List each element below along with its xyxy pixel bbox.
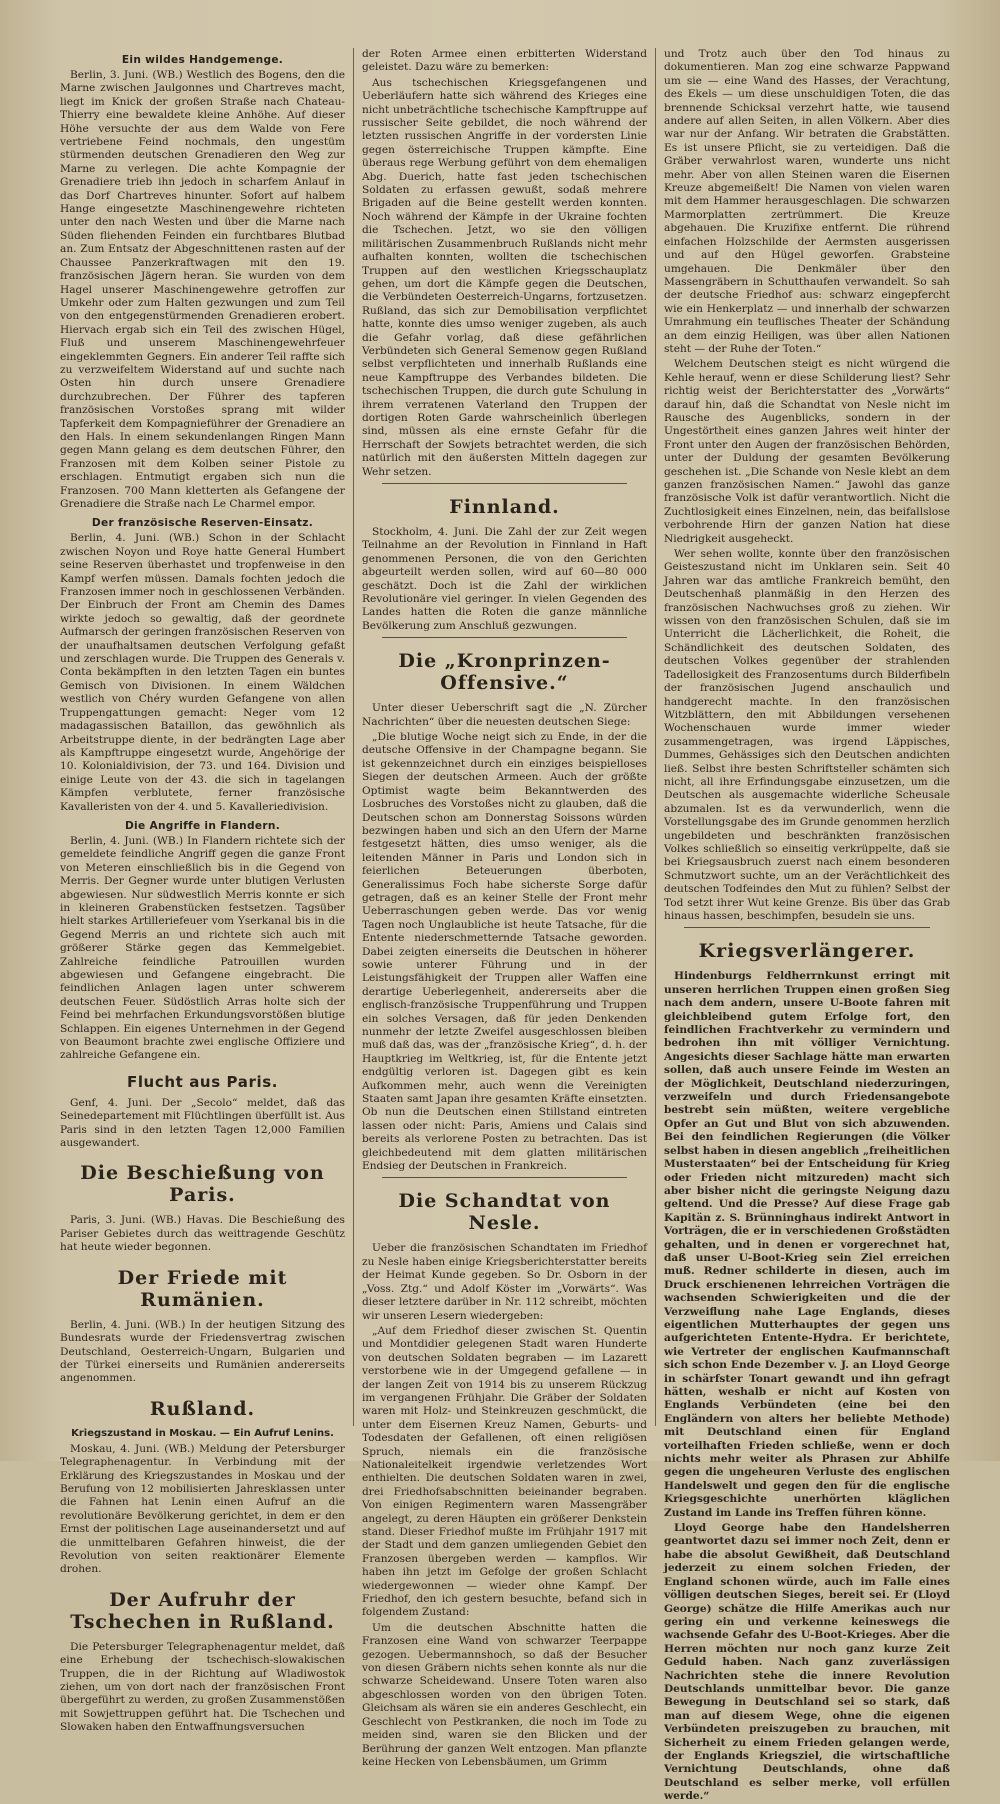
article-russland: Moskau, 4. Juni. (WB.) Meldung der Petersburger Telegraphenagentur. In Verbindung mit der Erklärung des Kriegszustandes in Moskau und der Berufung von 12 mobilisierten Jahresklassen unter die Fahnen hat Lenin einen Aufruf an die revolutionäre Bevölkerung gerichtet, in dem er den Ernst der politischen Lage auseinandersetzt und auf die unmittelbaren Gefahren hinweist, die der Revolution von seiten reaktionärer Elemente drohen. — [60, 1442, 345, 1576]
article-nesle-wand: Um die deutschen Abschnitte hatten die Franzosen eine Wand von schwarzer Teerpappe gezogen. Uebermannshoch, so daß der Besucher von diesen Gräbern nichts sehen konnte als nur die schwarze Scheidewand. Unsere Toten waren also abgeschlossen worden von den übrigen Toten. Gleichsam als wären sie ein anderes Geschlecht, ein Geschlecht von Pestkranken, die noch im Tode zu meiden sind, waren sie den Blicken und der Berührung der ganzen Welt entzogen. Man pflanzte keine Hecken von Lebensbäumen, um Grimm — [362, 1621, 647, 1768]
article-angriffe-flandern: Berlin, 4. Juni. (WB.) In Flandern richtete sich der gemeldete feindliche Angriff gegen die ganze Front von Meteren einschließlich bis in die Gegend von Merris. Der Gegner wurde unter blutigen Verlusten abgewiesen. Nur südwestlich Merris konnte er sich in kleineren Grabenstücken festsetzen. Tagsüber hielt starkes Artilleriefeuer vom Yserkanal bis in die Gegend Merris an und richtete sich auch mit größerer Stärke gegen das Kemmelgebiet. Zahlreiche feindliche Patrouillen wurden abgewiesen und Gefangene eingebracht. Die feindlichen Anlagen lagen unter schwerem deutschen Feuer. Südöstlich Arras holte sich der Feind bei mehrfachen Erkundungsvorstößen blutige Schlappen. Ein eigenes Unternehmen in der Gegend von Beaumont brachte zwei englische Offiziere und zahlreiche Gefangene ein. — [60, 834, 345, 1062]
article-nesle-commentary: Welchem Deutschen steigt es nicht würgend die Kehle herauf, wenn er diese Schilderung liest? Sehr richtig weist der Berichterstatter des „Vorwärts“ darauf hin, daß die Schandtat von Nesle nicht im Rausche des Augenblicks, sondern in der Ungestörtheit eines ganzen Jahres weit hinter der Front unter den Augen der französischen Behörden, unter der Duldung der gesamten Bevölkerung geschehen ist. „Die Schande von Nesle klebt an dem ganzen französischen Namen.“ Jawohl das ganze französische Volk ist dafür verantwortlich. Nicht die Zuchtlosigkeit eines Einzelnen, nein, das beifallslose verbohrende Hirn der ganzen Nation hat diese Niedrigkeit ausgeheckt. — [664, 358, 950, 545]
column-2 — [354, 48, 656, 1768]
headline-finnland: Finnland. — [449, 496, 560, 518]
headline-russland: Rußland. — [149, 1397, 256, 1420]
column-3 — [656, 48, 958, 1803]
article-kronprinzen-body: „Die blutige Woche neigt sich zu Ende, in der die deutsche Offensive in der Champagne begann. Sie ist gekennzeichnet durch ein einziges beispielloses Siegen der deutschen Armeen. Auch der größte Optimist wagte beim Bekanntwerden des Losbruches des Vorstoßes nicht zu glauben, daß die Deutschen schon am Donnerstag Soissons würden bezwingen haben und sich an den Ufern der Marne festgesetzt hätten, dies umso weniger, als die leitenden Männer in Paris und London sich in feierlichen Beteuerungen überboten, Generalissimus Foch habe sicherste Sorge dafür getragen, daß es an keiner Stelle der Front mehr Ueberraschungen geben werde. Das vor wenig Tagen noch Unglaubliche ist heute Tatsache, für die Entente niederschmetternde Tatsache geworden. Dabei zeigten einerseits die Deutschen in höherer sowie unterer Führung und in der Leistungsfähigkeit der Truppen aller Waffen eine derartige Ueberlegenheit, andererseits aber die englisch-französische Truppenführung und Truppen ein solches Versagen, daß für jeden Denkenden nunmehr der letzte Zweifel ausgeschlossen bleiben muß daß das, was der „französische Krieg“, d. h. der Hauptkrieg im Weltkrieg, ist, für die Entente jetzt endgültig verloren ist. Dagegen gibt es kein Aufkommen mehr, auch wenn die Vereinigten Staaten samt Japan ihre gesamten Kräfte einsetzten. Ob nun die Deutschen einen Stillstand eintreten lassen oder nicht: Paris, Amiens und Calais sind bereits als verlorene Posten zu betrachten. Das ist gleichbedeutend mit dem glatten militärischen Endsieg der Deutschen in Frankreich. — [362, 731, 647, 1173]
headline-kronprinzen-offensive: Die „Kronprinzen-Offensive.“ — [398, 650, 611, 695]
headline-flucht-paris: Flucht aus Paris. — [126, 1072, 279, 1091]
article-lloyd-george: Lloyd George habe den Handelsherren geantwortet dazu sei immer noch Zeit, denn er habe die absolut Gewißheit, daß Deutschland jederzeit zu einem solchen Frieden, der England schonen würde, auch im Falle eines völligen deutschen Sieges, bereit sei. Er (Lloyd George) schätze die Hilfe Amerikas auch nur gering ein und verkenne keineswegs die wachsende Gefahr des U-Boot-Krieges. Aber die Herren möchten nur noch ganz kurze Zeit Geduld haben. Nach ganz zuverlässigen Nachrichten stehe die innere Revolution Deutschlands unmittelbar bevor. Die ganze Bewegung in Deutschland sei so stark, daß man auf diesem Wege, ohne die eigenen Verbündeten preiszugeben zu brauchen, mit Sicherheit zu einem Frieden gelangen werde, der Englands Kriegsziel, die wirtschaftliche Vernichtung Deutschlands, ohne daß Deutschland es selber merke, voll erfüllen werde.“ — [664, 1522, 950, 1803]
article-nesle-intro: Ueber die französischen Schandtaten im Friedhof zu Nesle haben einige Kriegsberichterstatter bereits der Heimat Kunde gegeben. So Dr. Osborn in der „Voss. Ztg.“ und Adolf Köster im „Vorwärts“. Was dieser letztere darüber in Nr. 112 schreibt, möchten wir unseren Lesern wiedergeben: — [362, 1242, 647, 1322]
headline-aufruhr-tschechen: Der Aufruhr der Tschechen in Rußland. — [70, 1588, 335, 1633]
article-kriegsverlaengerer: Hindenburgs Feldherrnkunst erringt mit unseren herrlichen Truppen einen großen Sieg nach dem andern, unsere U-Boote fahren mit gleichbleibend gutem Erfolge fort, den feindlichen Frachtverkehr zu vermindern und bedrohen ihn mit völliger Vernichtung. Angesichts dieser Sachlage hätte man erwarten sollen, daß auch unsere Feinde im Westen an der Möglichkeit, Deutschland niederzuringen, verzweifeln und durch Friedensangebote bestrebt sein müßten, weitere vergebliche Opfer an Gut und Blut von sich abzuwenden. Bei den feindlichen Regierungen (die Völker selbst haben in diesen angeblich „freiheitlichen Musterstaaten“ bei der Entscheidung für Krieg oder Frieden nicht mitzureden) macht sich aber bisher nicht die geringste Neigung dazu geltend. Und die Presse? Auf diese Frage gab Kapitän z. S. Brünninghaus indirekt Antwort in Vorträgen, die er in verschiedenen Großstädten gehalten, und in denen er vorgerechnet hat, daß unser U-Boot-Krieg sein Ziel erreichen muß. Redner schilderte in diesen, auch im Druck erschienenen lehrreichen Vorträgen die wachsenden Schwierigkeiten und die der Verzweiflung nahe Lage Englands, dieses eigentlichen Mutterhauptes der gegen uns aufgerichteten Entente-Hydra. Er berichtete, wie Vertreter der englischen Kaufmannschaft sich schon Ende Dezember v. J. an Lloyd George in schärfster Tonart gewandt und ihn gefragt hätten, weshalb er nicht auf Kosten von Englands Verbündeten (eine bei den Engländern von alters her beliebte Methode) mit Deutschland einen für England vorteilhaften Frieden schließe, wenn er doch nichts mehr weiter als Phrasen zur Abhilfe gegen die ungeheuren Verluste des englischen Handelswelt und gegen den für die englische Kriegsgeschichte unerhörten kläglichen Zustand im Lande ins Treffen führen könne. — [664, 970, 950, 1519]
article-kronprinzen-intro: Unter dieser Ueberschrift sagt die „N. Zürcher Nachrichten“ über die neuesten deutschen Siege: — [362, 702, 647, 728]
article-aufruhr-continuation: der Roten Armee einen erbitterten Widerstand geleistet. Dazu wäre zu bemerken: — [362, 48, 647, 74]
headline-friede-rumaenien: Der Friede mit Rumänien. — [117, 1266, 288, 1311]
columns — [52, 48, 980, 1803]
divider — [382, 1177, 627, 1178]
headline-beschiessung-paris: Die Beschießung von Paris. — [80, 1162, 325, 1207]
article-finnland: Stockholm, 4. Juni. Die Zahl der zur Zeit wegen Teilnahme an der Revolution in Finnland in Haft genommenen Personen, die von den Gerichten abgeurteilt werden sollen, wird auf 60—80 000 geschätzt. Doch ist die Zahl der wirklichen Revolutionäre viel geringer. In vielen Gegenden des Landes hatten die Roten die ganze männliche Bevölkerung zum Anschluß gezwungen. — [362, 526, 647, 632]
column-1 — [52, 48, 354, 1734]
article-flucht-paris: Genf, 4. Juni. Der „Secolo“ meldet, daß das Seinedepartement mit Flüchtlingen überfüllt ist. Aus Paris sind in den letzten Tagen 12,000 Familien ausgewandert. — [60, 1096, 345, 1150]
divider — [684, 927, 930, 928]
divider — [382, 637, 627, 638]
article-aufruhr-tschechen: Die Petersburger Telegraphenagentur meldet, daß eine Erhebung der tschechisch-slowakischen Truppen, die in der Richtung auf Wladiwostok ziehen, um von dort nach der französischen Front übergeführt zu werden, zu großen Zusammenstößen mit Sowjettruppen geführt hat. Die Tschechen und Slowaken haben den Entwaffnungsversuchen — [60, 1640, 345, 1734]
article-friede-rumaenien: Berlin, 4. Juni. (WB.) In der heutigen Sitzung des Bundesrats wurde der Friedensvertrag zwischen Deutschland, Oesterreich-Ungarn, Bulgarien und der Türkei einerseits und Rumänien andererseits angenommen. — [60, 1318, 345, 1385]
article-nesle-quote: „Auf dem Friedhof dieser zwischen St. Quentin und Montdidier gelegenen Stadt waren Hunderte von deutschen Soldaten begraben — im Lazarett verstorbene wie in der Umgegend gefallene — in der langen Zeit von 1914 bis zu unserem Rückzug im vergangenen Frühjahr. Die Gräber der Soldaten waren mit Holz- und Steinkreuzen geschmückt, die unter dem Eisernen Kreuz Namen, Geburts- und Todesdaten der Gefallenen, oft einen religiösen Spruch, niemals ein die französische Nationaleitelkeit irgendwie verletzendes Wort enthielten. Die deutschen Soldaten waren in zwei, drei Friedhofsabschnitten beieinander begraben. Von einigen Regimentern waren Massengräber angelegt, zu deren Häupten ein größerer Denkstein stand. Dieser Friedhof mußte im Frühjahr 1917 mit der Stadt und dem ganzen umliegenden Gebiet den Franzosen übergeben werden — kampflos. Wir haben ihn jetzt im Gefolge der großen Schlacht wiedergewonnen — wieder ohne Kampf. Der Friedhof, den ich gestern besuchte, befand sich in folgendem Zustand: — [362, 1324, 647, 1619]
article-nesle-continuation: und Trotz auch über den Tod hinaus zu dokumentieren. Man zog eine schwarze Pappwand um sie — eine Wand des Hasses, der Verachtung, des Ekels — um diese unschuldigen Toten, die das brennende Schicksal verzehrt hatte, wie tausend andere auf allen Seiten, in allen Völkern. Aber dies war nur der Anfang. Wir betraten die Grabstätten. Es ist unsere Pflicht, sie zu verteidigen. Daß die Gräber verwahrlost waren, wunderte uns nicht mehr. Aber von allen Steinen waren die Eisernen Kreuze abgemeißelt! Die Namen von vielen waren mit dem Hammer herausgeschlagen. Die schwarzen Marmorplatten zertrümmert. Die Kreuze abgehauen. Die Kruzifixe entfernt. Die rührend einfachen Holzschilde der Aermsten ausgerissen und auf den Hügel geworfen. Grabsteine umgehauen. Die Denkmäler über den Massengräbern in Schutthaufen verwandelt. So sah der deutsche Friedhof aus: schwarz eingepfercht wie ein Henkerplatz — und innerhalb der schwarzen Umrahmung ein teuflisches Theater der Schändung an dem einzig Heiligen, was über allen Nationen steht — der Ruhe der Toten.“ — [664, 48, 950, 355]
headline-handgemenge: Ein wildes Handgemenge. — [121, 54, 284, 66]
headline-reserven-einsatz: Der französische Reserven-Einsatz. — [91, 517, 314, 530]
article-tschechen-kampftruppe: Aus tschechischen Kriegsgefangenen und Ueberläufern hatte sich während des Krieges eine nicht unbeträchtliche tschechische Kampftruppe auf russischer Seite gebildet, die noch während der letzten russischen Angriffe in der vordersten Linie gegen österreichische Truppen kämpfte. Eine überaus rege Werbung geführt von dem ehemaligen Abg. Duerich, hatte fast jeden tschechischen Soldaten zu erfassen gewußt, sodaß mehrere Brigaden auf die Beine gestellt werden konnten. Noch während der Kämpfe in der Ukraine fochten die Tschechen. Jetzt, wo sie den völligen militärischen Zusammenbruch Rußlands nicht mehr aufhalten konnten, wollten die tschechischen Truppen auf den westlichen Kriegsschauplatz gehen, um dort die Kämpfe gegen die Deutschen, die Verbündeten Oesterreich-Ungarns, fortzusetzen. Rußland, das sich zur Demobilisation verpflichtet hatte, konnte dies umso weniger zugeben, als auch die Gefahr vorlag, daß diese gefährlichen Verbündeten sich General Semenow gegen Rußland selbst verpflichteten und innerhalb Rußlands eine neue Kampftruppe des Verbandes bildeten. Die tschechischen Truppen, die durch gute Schulung in ihrem verratenen Vaterland den Truppen der dortigen Roten Garde wahrscheinlich überlegen sind, müssen als eine ernste Gefahr für die Herrschaft der Sowjets betrachtet werden, die sich natürlich mit den äußersten Mitteln dagegen zur Wehr setzen. — [362, 76, 647, 478]
article-nesle-geisteszustand: Wer sehen wollte, konnte über den französischen Geisteszustand nicht im Unklaren sein. Seit 40 Jahren war das amtliche Frankreich bemüht, den Deutschenhaß planmäßig in den Herzen des französischen Nachwuchses groß zu ziehen. Wir wissen von den französischen Schulen, daß sie im Unterricht die Lächerlichkeit, die Roheit, die Schändlichkeit des deutschen Soldaten, des deutschen Volkes gegenüber der strahlenden Tadellosigkeit des Franzosentums durch Bilderfibeln der französischen Jugend anschaulich und handgerecht machte. In den französischen Witzblättern, den mit Abbildungen versehenen Wochenschauen wurde immer wieder zusammengetragen, was irgend Läppisches, Dummes, Gehässiges sich den Deutschen andichten ließ. Selbst ihre besten Schriftsteller schämten sich nicht, all ihre Erfindungsgabe einzusetzen, um die Deutschen als ausgemachte widerliche Scheusale abzumalen. Ist es da verwunderlich, wenn die Vorstellungsgabe des im Grunde genommen herzlich ungebildeten und beschränkten französischen Volkes schließlich so einseitig verkrüppelte, daß sie bei Kriegsausbruch zuerst nach einem besonderen Schmutzwort suchte, um an der Verächtlichkeit des deutschen Todfeindes den Mut zu fühlen? Selbst der Tod setzt ihrer Wut keine Grenze. Bis über das Grab hinaus hassen, beschimpfen, besudeln sie uns. — [664, 548, 950, 922]
subheadline-kriegszustand-moskau: Kriegszustand in Moskau. — Ein Aufruf Lenins. — [71, 1427, 334, 1439]
headline-angriffe-flandern: Die Angriffe in Flandern. — [124, 819, 281, 832]
article-reserven-einsatz: Berlin, 4. Juni. (WB.) Schon in der Schlacht zwischen Noyon und Roye hatte General Humbert seine Reserven überhastet und tropfenweise in den Kampf werfen müssen. Damals fochten jedoch die Franzosen immer noch in geschlossenen Verbänden. Der Einbruch der Front am Chemin des Dames wirkte jedoch so gewaltig, daß der geordnete Aufmarsch der geringen französischen Reserven von der unaufhaltsamen deutschen Verfolgung gefaßt und zerschlagen wurde. Die Truppen des Generals v. Conta bekämpften in den letzten Tagen ein buntes Gemisch von Divisionen. In einem Wäldchen westlich von Chéry wurden Gefangene von allen Truppengattungen gemacht: Neger vom 12 madagassischen Bataillon, das gewöhnlich als Arbeitstruppe diente, in der bedrängten Lage aber als Kampftruppe eingesetzt wurde, Angehörige der 10. Kolonialdivision, der 73. und 164. Division und einige Leute von der 43. die sich in tagelangen Kämpfen verblutete, ferner französische Kavalleristen von der 4. und 5. Kavalleriedivision. — [60, 532, 345, 813]
article-handgemenge: Berlin, 3. Juni. (WB.) Westlich des Bogens, den die Marne zwischen Jaulgonnes und Chartreves macht, liegt im Knick der großen Straße nach Chateau-Thierry eine bewaldete kleine Anhöhe. Auf dieser Höhe versuchte der aus dem Walde von Fere vertriebene Feind nochmals, den ungestüm stürmenden deutschen Grenadieren den Weg zur Marne zu verlegen. Die achte Kompagnie der Grenadiere trieb ihn jedoch in scharfem Anlauf in das Dorf Chartreves hinunter. Sofort auf halbem Hange eingesetzte Maschinengewehre richteten unter den nach Westen und über die Marne nach Süden fliehenden Feinden ein furchtbares Blutbad an. Zum Entsatz der Abgeschnittenen rasten auf der Chaussee Panzerkraftwagen mit den 19. französischen Jägern heran. Sie wurden von dem Hagel unserer Maschinengewehre getroffen zur Umkehr oder zum Halten gezwungen und zum Teil von den entgegenstürmenden Grenadieren erobert. Hiervach ergab sich ein Teil des zwischen Hügel, Fluß und unserem Maschinengewehrfeuer eingeklemmten Gegners. Ein anderer Teil raffte sich zu verzweifeltem Widerstand auf und suchte nach Osten hin durch unsere Grenadiere durchzubrechen. Der Führer des tapferen französischen Vorstoßes sprang mit wilder Tapferkeit dem Kompagnieführer der Grenadiere an den Hals. In einem sekundenlangen Ringen Mann gegen Mann gelang es dem deutschen Führer, den Franzosen mit dem Kolben seiner Pistole zu erschlagen. Entmutigt ergaben sich nun die Franzosen. 700 Mann kletterten als Gefangene der Grenadiere die Straße nach Le Charmel empor. — [60, 69, 345, 510]
article-beschiessung-paris: Paris, 3. Juni. (WB.) Havas. Die Beschießung des Pariser Gebietes durch das weittragende Geschütz hat heute wieder begonnen. — [60, 1214, 345, 1254]
headline-schandtat-nesle: Die Schandtat von Nesle. — [398, 1190, 611, 1235]
headline-kriegsverlaengerer: Kriegsverlängerer. — [698, 940, 916, 963]
divider — [382, 483, 627, 484]
